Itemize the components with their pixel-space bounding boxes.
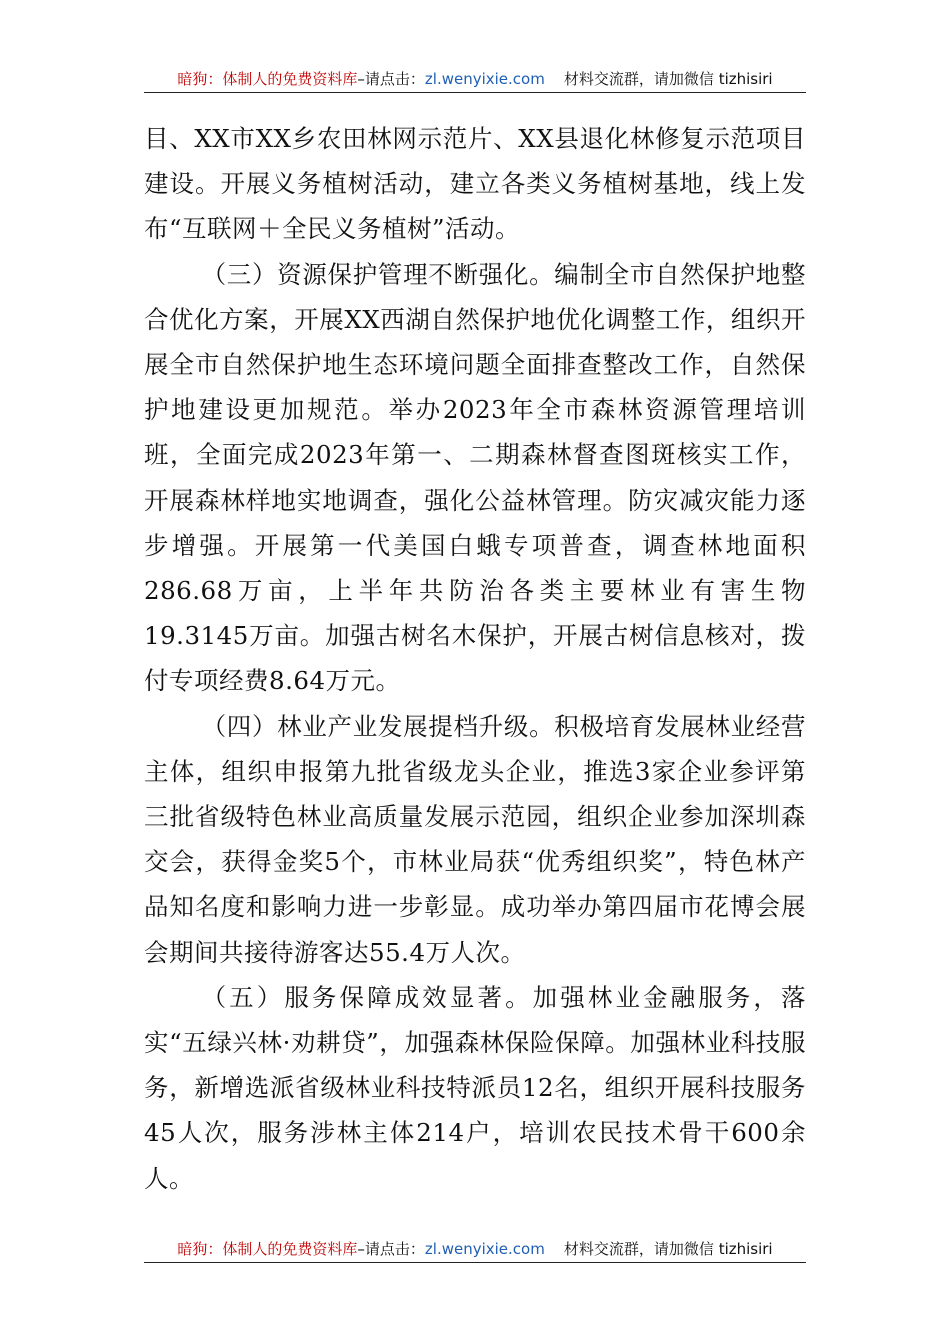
footer-click-prefix: –请点击： <box>357 1240 425 1258</box>
footer-url-link[interactable]: zl.wenyixie.com <box>424 1240 545 1258</box>
paragraph-continuation: 目、XX市XX乡农田林网示范片、XX县退化林修复示范项目建设。开展义务植树活动，建立各类义务植树基地，线上发布“互联网＋全民义务植树”活动。 <box>144 124 806 244</box>
footer-brand-text: 暗狗：体制人的免费资料库 <box>177 1240 358 1258</box>
page-header <box>144 66 806 93</box>
footer-group-text: 材料交流群，请加微信 tizhisiri <box>563 1240 773 1258</box>
header-url-link[interactable]: zl.wenyixie.com <box>424 70 545 88</box>
paragraph-resource-protection: （三）资源保护管理不断强化。编制全市自然保护地整合优化方案，开展XX西湖自然保护地优化调整工作，组织开展全市自然保护地生态环境问题全面排查整改工作，自然保护地建设更加规范。举办2023年全市森林资源管理培训班，全面完成2023年第一、二期森林督查图斑核实工作，开展森林样地实地调查，强化公益林管理。防灾减灾能力逐步增强。开展第一代美国白蛾专项普查，调查林地面积286.68万亩，上半年共防治各类主要林业有害生物19.3145万亩。加强古树名木保护，开展古树信息核对，拨付专项经费8.64万元。 <box>144 259 806 696</box>
document-body <box>144 116 806 1201</box>
page-footer <box>144 1236 806 1263</box>
paragraph-forestry-industry: （四）林业产业发展提档升级。积极培育发展林业经营主体，组织申报第九批省级龙头企业，推选3家企业参评第三批省级特色林业高质量发展示范园，组织企业参加深圳森交会，获得金奖5个，市林业局获“优秀组织奖”，特色林产品知名度和影响力进一步彰显。成功举办第四届市花博会展会期间共接待游客达55.4万人次。 <box>144 711 806 967</box>
header-group-text: 材料交流群，请加微信 tizhisiri <box>563 70 773 88</box>
header-click-prefix: –请点击： <box>357 70 425 88</box>
paragraph-service-guarantee: （五）服务保障成效显著。加强林业金融服务，落实“五绿兴林·劝耕贷”，加强森林保险保障。加强林业科技服务，新增选派省级林业科技特派员12名，组织开展科技服务45人次，服务涉林主体214户，培训农民技术骨干600余人。 <box>144 982 806 1193</box>
header-brand-text: 暗狗：体制人的免费资料库 <box>177 70 358 88</box>
